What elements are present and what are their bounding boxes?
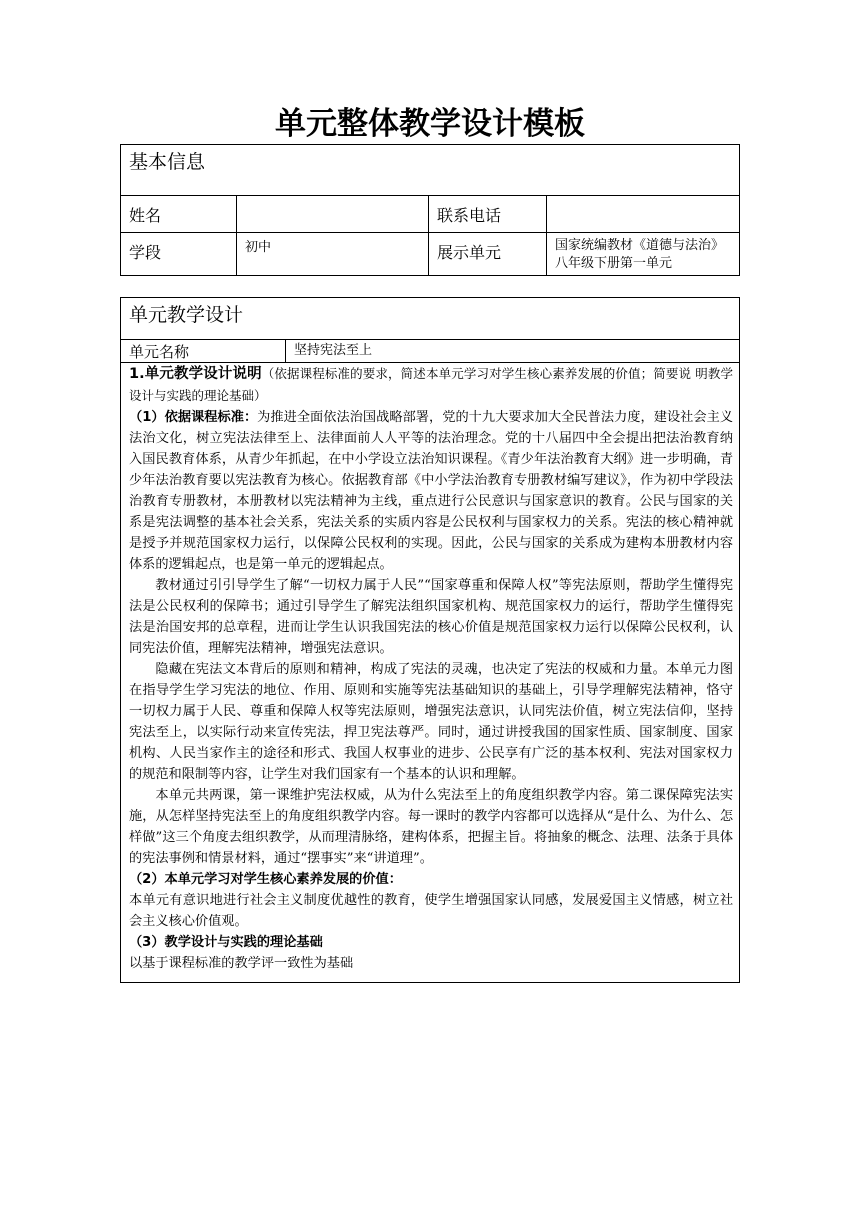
paragraph-4: 本单元共两课，第一课维护宪法权威，从为什么宪法至上的角度组织教学内容。第二课保障宪法实施，从怎样坚持宪法至上的角度组织教学内容。每一课时的教学内容都可以选择从“是什么、为什么、怎样做”这三个角度去组织教学，从而理清脉络，建构体系，把握主旨。将抽象的概念、法理、法条于具体的宪法事例和情景材料，通过“摆事实”来“讲道理”。 (129, 788, 734, 866)
subsection-1-title: （1）依据课程标准： (129, 410, 258, 425)
unit-value: 国家统编教材《道德与法治》八年级下册第一单元 (547, 233, 740, 276)
section-1-title: 1.单元教学设计说明 (129, 366, 262, 382)
basic-info-heading: 基本信息 (121, 145, 740, 196)
subsection-2-text: 本单元有意识地进行社会主义制度优越性的教育，使学生增强国家认同感，发展爱国主义情感，树立社会主义核心价值观。 (129, 893, 734, 929)
design-description (121, 363, 740, 983)
page-title: 单元整体教学设计模板 (275, 106, 585, 142)
subsection-2-title: （2）本单元学习对学生核心素养发展的价值： (129, 872, 402, 887)
basic-info-table (120, 144, 740, 276)
subsection-3-text: 以基于课程标准的教学评一致性为基础 (129, 956, 354, 971)
name-label: 姓名 (121, 196, 237, 233)
section-1-note: （依据课程标准的要求，简述本单元学习对学生核心素养发展的价值；简要说 明教学设计与实践的理论基础） (129, 366, 734, 403)
unit-name-label: 单元名称 (121, 340, 286, 363)
subsection-1-text: 为推进全面依法治国战略部署，党的十九大要求加大全民普法力度，建设社会主义法治文化，树立宪法法律至上、法律面前人人平等的法治理念。党的十八届四中全会提出把法治教育纳入国民教育体系，从青少年抓起，在中小学设立法治知识课程。《青少年法治教育大纲》进一步明确，青少年法治教育要以宪法教育为核心。依据教育部《中小学法治教育专册教材编写建议》，作为初中学段法治教育专册教材，本册教材以宪法精神为主线，重点进行公民意识与国家意识的教育。公民与国家的关系是宪法调整的基本社会关系，宪法关系的实质内容是公民权利与国家权力的关系。宪法的核心精神就是授予并规范国家权力运行，以保障公民权利的实现。因此，公民与国家的关系成为建构本册教材内容体系的逻辑起点，也是第一单元的逻辑起点。 (129, 410, 734, 572)
paragraph-2: 教材通过引引导学生了解“一切权力属于人民”“国家尊重和保障人权”等宪法原则，帮助学生懂得宪法是公民权利的保障书；通过引导学生了解宪法组织国家机构、规范国家权力的运行，帮助学生懂得宪法是治国安邦的总章程，进而让学生认识我国宪法的核心价值是规范国家权力运行以保障公民权利，认同宪法价值，理解宪法精神，增强宪法意识。 (129, 578, 734, 656)
subsection-3-title: （3）教学设计与实践的理论基础 (129, 935, 323, 950)
unit-design-table (120, 297, 740, 983)
stage-label: 学段 (121, 233, 237, 276)
unit-label: 展示单元 (429, 233, 547, 276)
phone-label: 联系电话 (429, 196, 547, 233)
stage-value: 初中 (237, 233, 429, 276)
unit-name-value: 坚持宪法至上 (286, 340, 740, 363)
phone-field[interactable] (547, 196, 740, 233)
name-field[interactable] (237, 196, 429, 233)
paragraph-3: 隐藏在宪法文本背后的原则和精神，构成了宪法的灵魂，也决定了宪法的权威和力量。本单元力图在指导学生学习宪法的地位、作用、原则和实施等宪法基础知识的基础上，引导学理解宪法精神，恪守一切权力属于人民、尊重和保障人权等宪法原则，增强宪法意识，认同宪法价值，树立宪法信仰，坚持宪法至上，以实际行动来宣传宪法，捍卫宪法尊严。同时，通过讲授我国的国家性质、国家制度、国家机构、人民当家作主的途径和形式、我国人权事业的进步、公民享有广泛的基本权利、宪法对国家权力的规范和限制等内容，让学生对我们国家有一个基本的认识和理解。 (129, 662, 734, 782)
unit-design-heading: 单元教学设计 (121, 298, 740, 340)
